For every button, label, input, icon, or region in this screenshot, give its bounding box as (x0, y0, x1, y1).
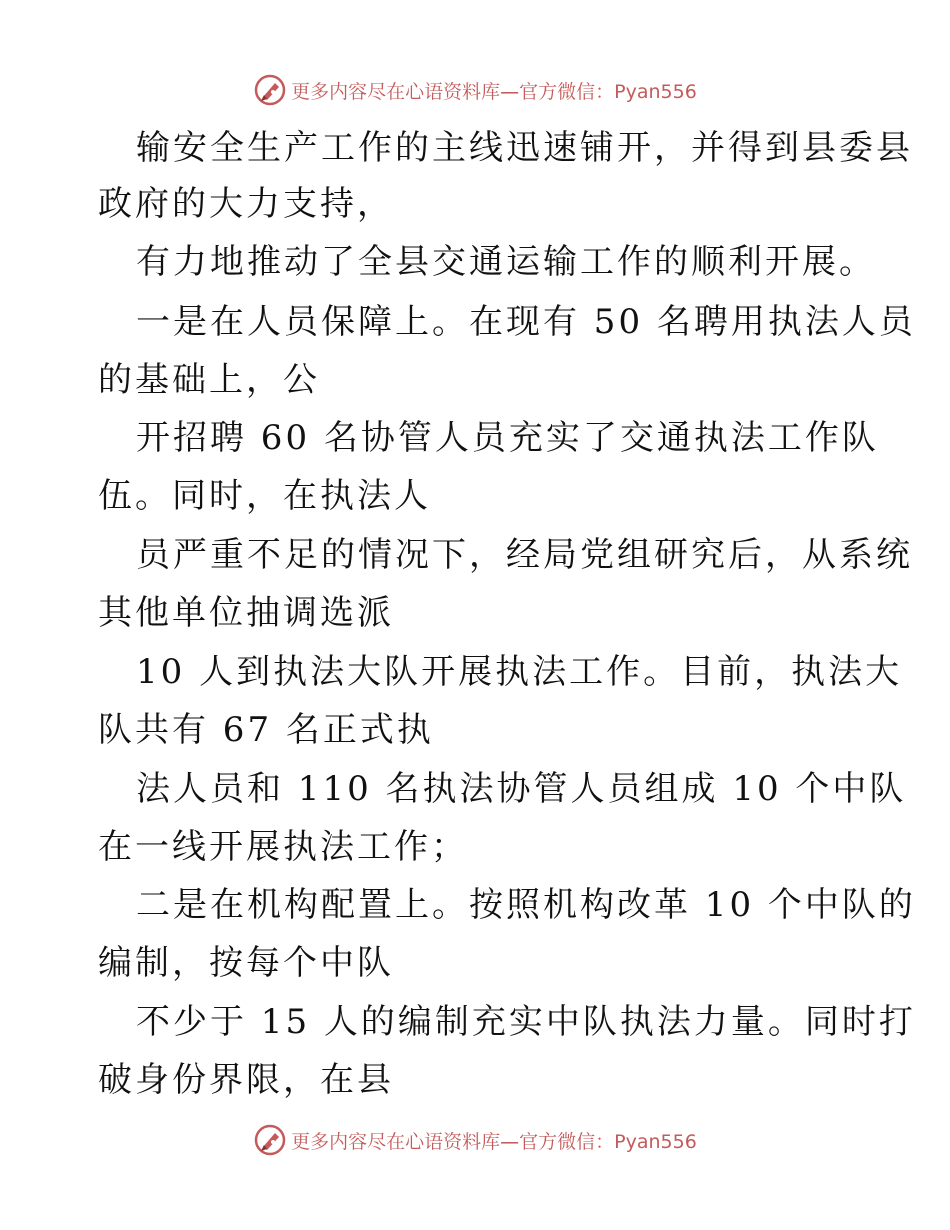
body-line: 员严重不足的情况下，经局党组研究后，从系统 (136, 535, 913, 575)
body-line: 二是在机构配置上。按照机构改革 10 个中队的 (136, 885, 916, 925)
pen-logo-icon (253, 73, 287, 107)
body-line: 政府的大力支持， (98, 184, 394, 224)
body-line: 一是在人员保障上。在现有 50 名聘用执法人员 (136, 302, 916, 342)
header-banner-separator: — (500, 80, 520, 103)
footer-banner-text (291, 1127, 697, 1154)
header-banner-wechat: 官方微信：Pyan556 (519, 80, 697, 103)
footer-banner-main: 更多内容尽在心语资料库 (291, 1130, 501, 1153)
body-line: 开招聘 60 名协管人员充实了交通执法工作队 (136, 418, 879, 458)
body-line: 伍。同时，在执法人 (98, 476, 431, 516)
body-line: 输安全生产工作的主线迅速铺开，并得到县委县 (136, 128, 913, 168)
body-line: 10 人到执法大队开展执法工作。目前，执法大 (136, 652, 903, 692)
footer-banner-wechat: 官方微信：Pyan556 (519, 1130, 697, 1153)
body-line: 其他单位抽调选派 (98, 593, 394, 633)
pen-logo-icon (253, 1123, 287, 1157)
header-banner-text (291, 77, 697, 104)
body-line: 在一线开展执法工作； (98, 827, 468, 867)
header-banner (0, 70, 950, 110)
body-line: 破身份界限，在县 (98, 1060, 394, 1100)
body-line: 不少于 15 人的编制充实中队执法力量。同时打 (136, 1002, 916, 1042)
footer-banner (0, 1120, 950, 1160)
body-line: 有力地推动了全县交通运输工作的顺利开展。 (136, 242, 876, 282)
body-line: 法人员和 110 名执法协管人员组成 10 个中队 (136, 769, 907, 809)
body-line: 编制，按每个中队 (98, 943, 394, 983)
body-line: 队共有 67 名正式执 (98, 710, 434, 750)
header-banner-main: 更多内容尽在心语资料库 (291, 80, 501, 103)
footer-banner-separator: — (500, 1130, 520, 1153)
body-line: 的基础上，公 (98, 360, 320, 400)
